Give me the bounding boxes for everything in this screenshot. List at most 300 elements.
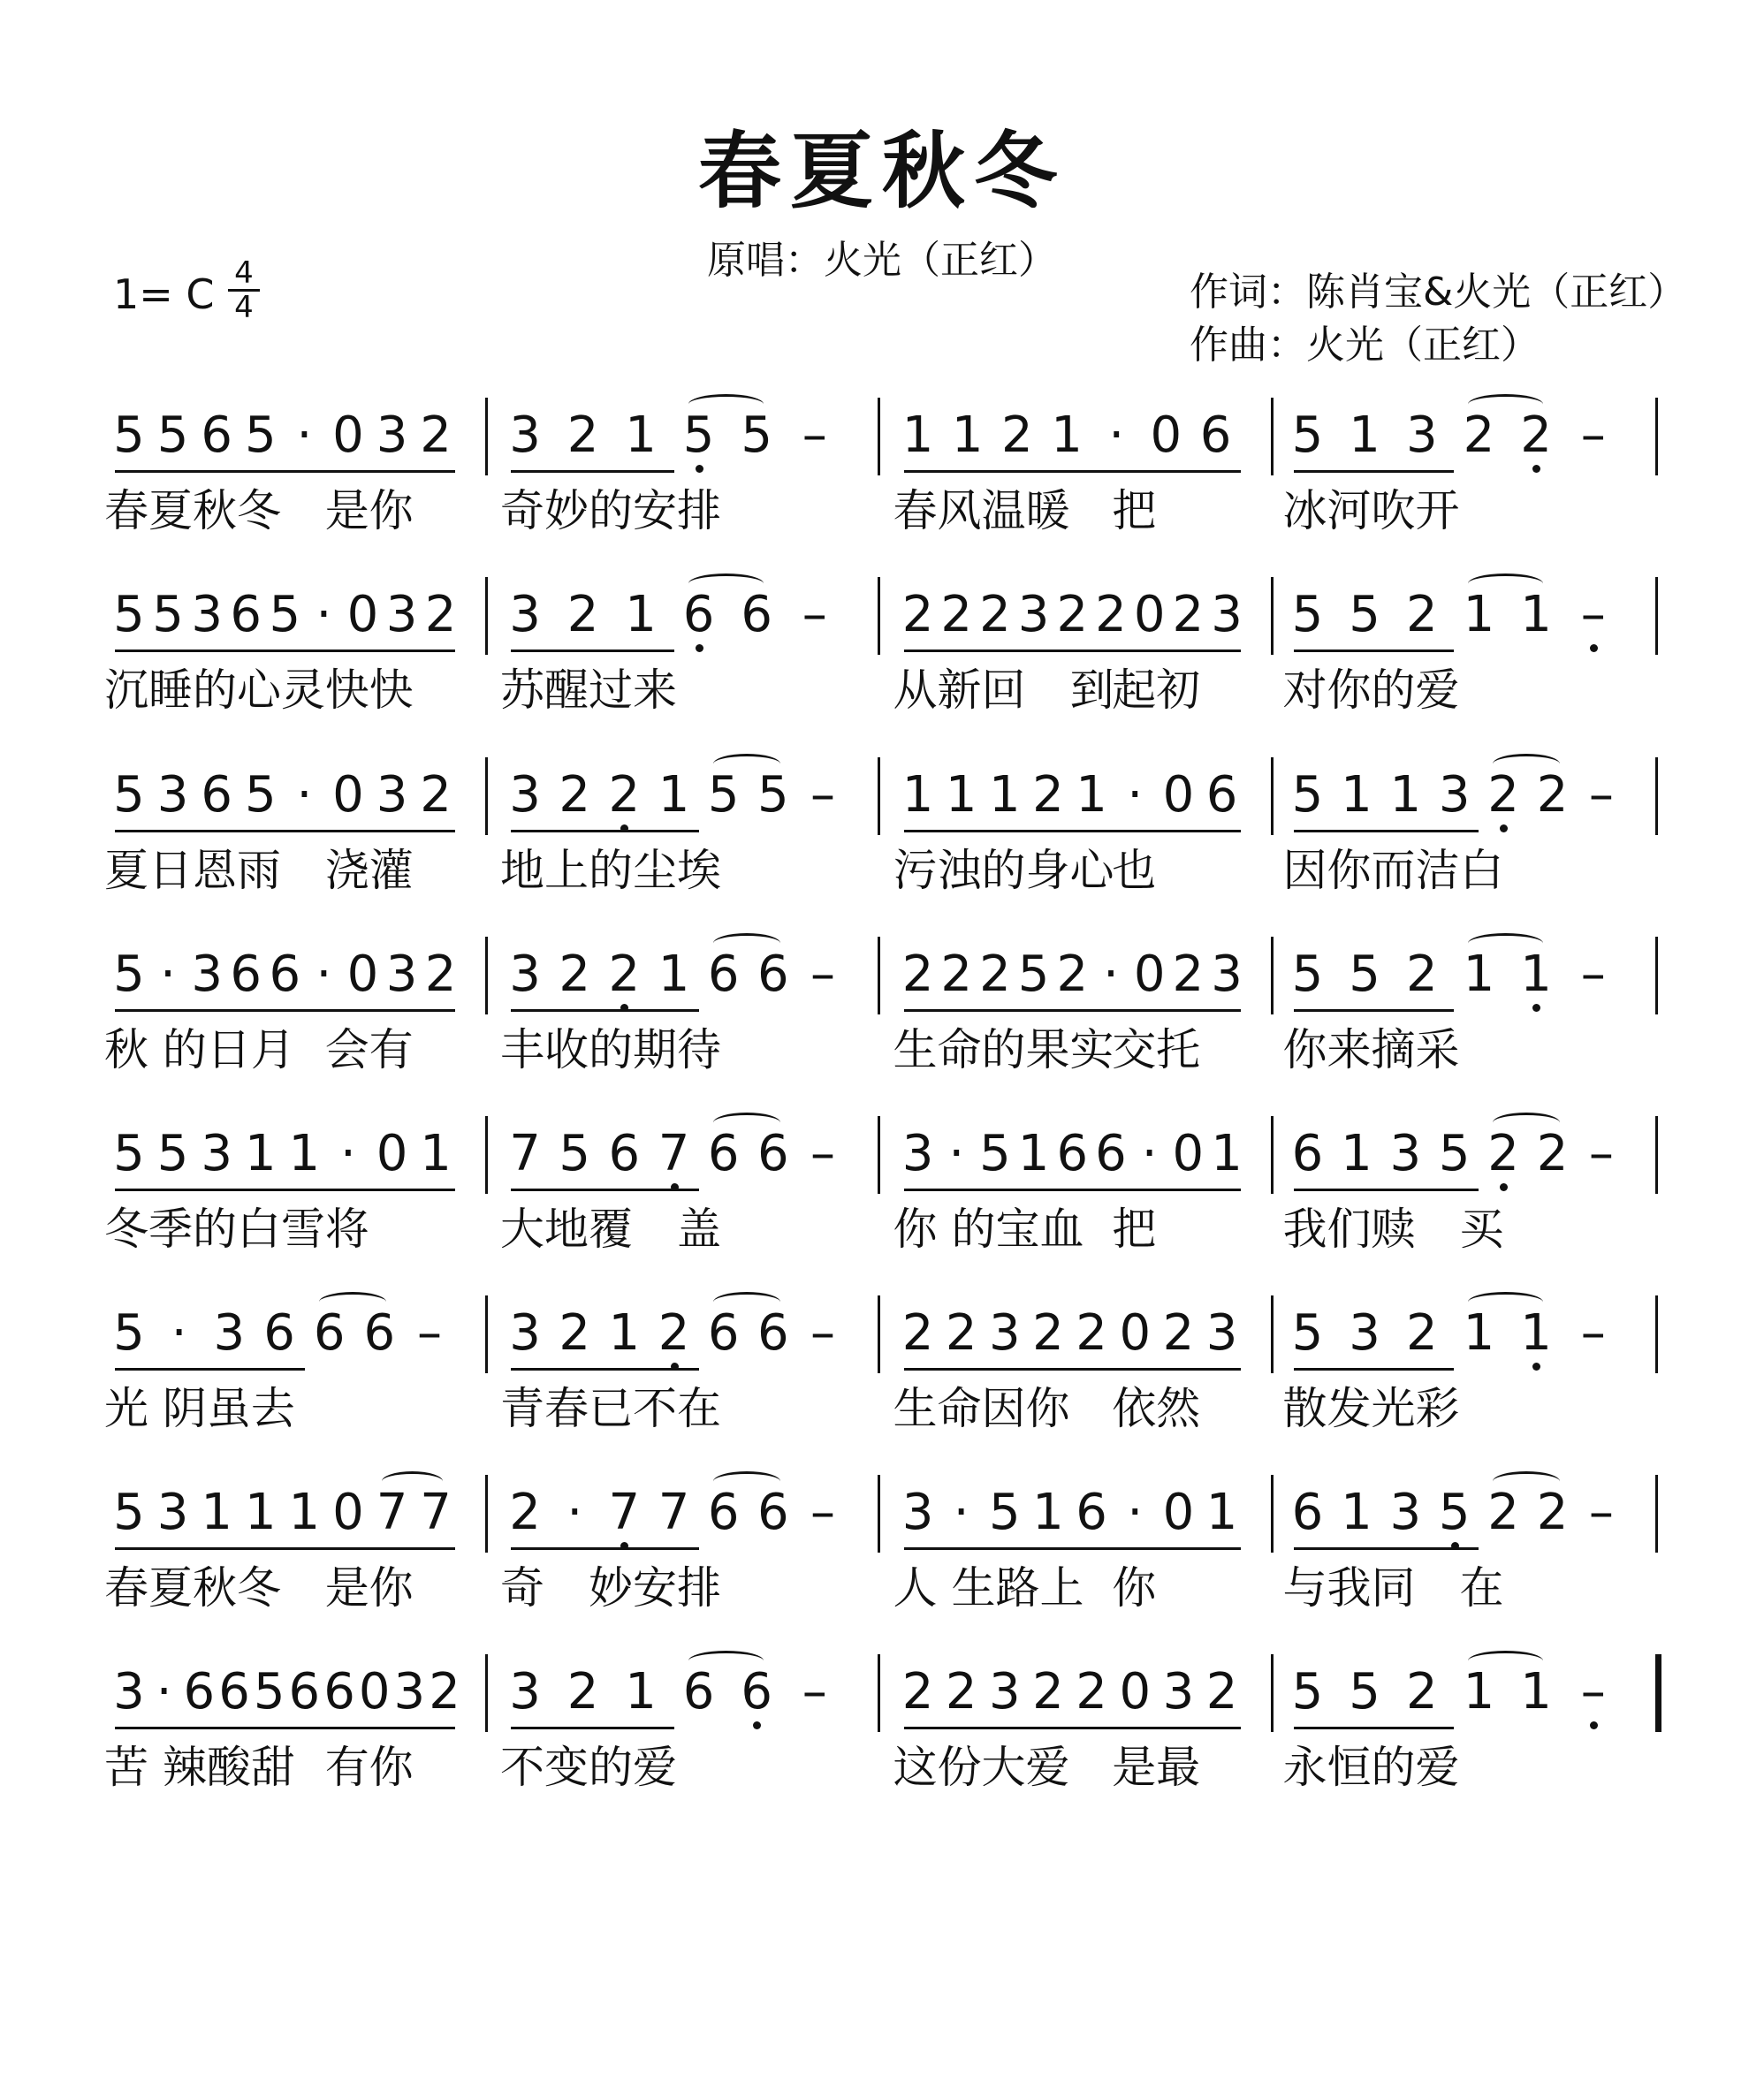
note: 5 [156, 406, 189, 464]
lyric: 青春已不在 [500, 1383, 722, 1434]
tie-mark [1468, 1292, 1543, 1312]
note: 3 [901, 1125, 934, 1182]
barline [1655, 1116, 1658, 1194]
note: 0 [332, 406, 364, 464]
lyric: 从新回 到 [893, 665, 1114, 716]
rhythm-underline [115, 1189, 455, 1191]
rhythm-underline [511, 1009, 699, 1012]
note: 3 [1389, 1484, 1422, 1541]
rhythm-underline [1294, 830, 1479, 832]
note: – [802, 1663, 827, 1721]
note: 1 [608, 1304, 641, 1362]
note: 3 [509, 586, 541, 643]
tie-mark [1468, 1651, 1543, 1671]
note: 2 [608, 946, 641, 1003]
note: 5 [1438, 1484, 1471, 1541]
note: 0 [1162, 766, 1195, 824]
lyric: 将 [324, 1204, 369, 1255]
barline [878, 577, 880, 655]
lyric: 冰河吹开 [1282, 485, 1460, 536]
note: 6 [707, 1304, 740, 1362]
note: 2 [1463, 406, 1495, 464]
lyric: 春风温暖 [893, 485, 1070, 536]
note: · [296, 766, 313, 824]
lyric: 交托 [1112, 1024, 1201, 1075]
note: 1 [244, 1125, 277, 1182]
lyric: 冬季的白雪 [104, 1204, 325, 1255]
time-signature-bottom: 4 [234, 290, 254, 325]
barline [1655, 1654, 1661, 1732]
lyric: 这份大爱 [893, 1742, 1070, 1793]
tie-mark [713, 1292, 780, 1312]
lyric: 奇 妙安排 [500, 1562, 722, 1614]
note: 1 [945, 766, 977, 824]
lyric: 对你的爱 [1282, 665, 1460, 716]
note: 6 [313, 1304, 346, 1362]
tie-mark [688, 574, 764, 594]
barline [878, 937, 880, 1014]
notes-row [103, 1116, 1684, 1196]
note: – [802, 586, 827, 643]
note: 6 [757, 1304, 789, 1362]
note: 3 [213, 1304, 246, 1362]
notes-row [103, 937, 1684, 1016]
barline [878, 757, 880, 835]
octave-dot [753, 1721, 761, 1729]
note: 2 [1487, 1125, 1519, 1182]
note: 2 [901, 1663, 934, 1721]
note: 5 [1349, 586, 1380, 643]
barline [1655, 937, 1658, 1014]
note: · [1127, 766, 1144, 824]
note: 1 [420, 1125, 452, 1182]
note: 1 [1389, 766, 1422, 824]
note: 5 [269, 586, 301, 643]
note: 5 [1349, 1663, 1380, 1721]
note: 3 [1162, 1663, 1195, 1721]
note: 5 [1291, 1663, 1324, 1721]
lyricist-credit: 作词：陈肖宝&火光（正红） [1190, 270, 1687, 315]
note: 1 [901, 766, 934, 824]
note: · [1127, 1484, 1144, 1541]
rhythm-underline [511, 1547, 699, 1550]
lyric: 你来摘采 [1282, 1024, 1460, 1075]
note: 2 [420, 406, 452, 464]
note: 3 [113, 1663, 145, 1721]
note: · [156, 1663, 172, 1721]
note: 6 [263, 1304, 295, 1362]
note: 5 [113, 1484, 145, 1541]
octave-dot [696, 465, 703, 473]
note: – [810, 946, 836, 1003]
note: 1 [625, 406, 657, 464]
note: 0 [1172, 1125, 1205, 1182]
octave-dot [1532, 1363, 1540, 1371]
note: 6 [707, 1484, 740, 1541]
octave-dot [1590, 644, 1598, 652]
note: 5 [1291, 766, 1324, 824]
note: 3 [509, 946, 541, 1003]
note: 5 [1291, 1304, 1324, 1362]
tie-mark [1468, 574, 1543, 594]
system-5 [103, 1116, 1684, 1293]
lyric: 大地覆 盖 [500, 1204, 722, 1255]
note: 0 [1133, 946, 1166, 1003]
barline [1271, 577, 1274, 655]
note: 2 [1056, 586, 1089, 643]
note: 3 [1205, 1304, 1238, 1362]
note: 1 [1076, 766, 1107, 824]
note: – [1580, 586, 1606, 643]
lyric: 你 的宝血 [893, 1204, 1084, 1255]
note: 5 [253, 1663, 285, 1721]
note: 2 [1405, 586, 1438, 643]
note: 2 [1536, 1125, 1569, 1182]
lyric: 光 阴虽去 [104, 1383, 295, 1434]
note: 3 [191, 946, 223, 1003]
note: 3 [156, 766, 189, 824]
note: 2 [1001, 406, 1033, 464]
barline [1271, 937, 1274, 1014]
note: 1 [1017, 1125, 1050, 1182]
barline [1655, 757, 1658, 835]
lyric: 生命因你 [893, 1383, 1070, 1434]
rhythm-underline [1294, 1727, 1455, 1729]
barline [485, 398, 488, 475]
note: 3 [901, 1484, 934, 1541]
barline [485, 757, 488, 835]
notes-row [103, 398, 1684, 477]
note: 2 [1032, 1304, 1064, 1362]
note: 6 [741, 1663, 772, 1721]
note: 2 [979, 946, 1011, 1003]
note: 1 [201, 1484, 232, 1541]
original-singer: 原唱：火光（正红） [707, 238, 1057, 283]
barline [1655, 1295, 1658, 1373]
note: 2 [566, 1663, 599, 1721]
note: 3 [376, 766, 408, 824]
note: · [340, 1125, 356, 1182]
note: 3 [393, 1663, 426, 1721]
note: 6 [1076, 1484, 1107, 1541]
note: 6 [201, 766, 232, 824]
note: 3 [191, 586, 223, 643]
note: 2 [1172, 586, 1205, 643]
system-8 [103, 1654, 1684, 1831]
note: 1 [901, 406, 934, 464]
tie-mark [1493, 754, 1559, 774]
barline [878, 1475, 880, 1553]
note: 3 [509, 766, 541, 824]
note: 5 [682, 406, 715, 464]
note: 1 [288, 1125, 321, 1182]
note: 0 [1133, 586, 1166, 643]
note: 6 [323, 1663, 355, 1721]
note: – [1588, 1125, 1614, 1182]
note: 5 [1017, 946, 1050, 1003]
note: 1 [1463, 586, 1495, 643]
note: 1 [625, 586, 657, 643]
lyric: 丰收的期待 [500, 1024, 722, 1075]
lyric: 你 [1112, 1562, 1157, 1614]
note: 5 [1291, 586, 1324, 643]
note: · [160, 946, 176, 1003]
note: 2 [1536, 766, 1569, 824]
note: 2 [608, 766, 641, 824]
tie-mark [1468, 394, 1543, 414]
note: 2 [566, 406, 599, 464]
note: 1 [1463, 1304, 1495, 1362]
lyric: 是你 [324, 1562, 414, 1614]
note: – [810, 1125, 836, 1182]
tie-mark [688, 1651, 764, 1671]
barline [485, 1116, 488, 1194]
note: 1 [989, 766, 1021, 824]
lyric: 沉睡的心灵 [104, 665, 325, 716]
note: 2 [945, 1304, 977, 1362]
lyric: 秋 的日月 [104, 1024, 295, 1075]
note: 0 [1162, 1484, 1195, 1541]
note: 1 [1520, 586, 1552, 643]
tie-mark [1493, 1113, 1559, 1133]
lyric: 苦 辣酸甜 [104, 1742, 295, 1793]
note: 2 [1520, 406, 1552, 464]
note: 7 [376, 1484, 408, 1541]
note: 1 [951, 406, 984, 464]
note: 6 [757, 1484, 789, 1541]
tie-mark [688, 394, 764, 414]
note: 2 [658, 1304, 690, 1362]
rhythm-underline [1294, 649, 1455, 652]
note: 2 [1172, 946, 1205, 1003]
octave-dot [671, 1363, 679, 1371]
note: 2 [559, 946, 591, 1003]
note: 5 [1438, 1125, 1471, 1182]
rhythm-underline [511, 830, 699, 832]
note: · [1103, 946, 1119, 1003]
lyric: 是你 [324, 485, 414, 536]
note: 1 [625, 1663, 657, 1721]
lyric: 因你而洁白 [1282, 845, 1504, 896]
note: · [171, 1304, 187, 1362]
notes-row [103, 1475, 1684, 1554]
note: 6 [1199, 406, 1232, 464]
lyric: 春夏秋冬 [104, 1562, 281, 1614]
note: 6 [1291, 1125, 1324, 1182]
lyric: 也 [1112, 845, 1157, 896]
note: 2 [940, 946, 973, 1003]
lyric: 春夏秋冬 [104, 485, 281, 536]
note: 3 [156, 1484, 189, 1541]
rhythm-underline [115, 1368, 305, 1371]
rhythm-underline [1294, 1368, 1455, 1371]
lyric: 会有 [324, 1024, 414, 1075]
note: 2 [424, 946, 457, 1003]
note: 1 [1520, 1304, 1552, 1362]
note: 1 [1520, 946, 1552, 1003]
octave-dot [1532, 1004, 1540, 1012]
tie-mark [713, 1471, 780, 1492]
note: 5 [1291, 946, 1324, 1003]
note: 5 [244, 766, 277, 824]
note: 3 [509, 406, 541, 464]
note: 5 [152, 586, 184, 643]
note: 5 [741, 406, 772, 464]
note: 5 [113, 406, 145, 464]
note: 1 [1520, 1663, 1552, 1721]
rhythm-underline [115, 1727, 455, 1729]
note: 6 [1095, 1125, 1127, 1182]
barline [485, 1295, 488, 1373]
barline [1271, 1654, 1274, 1732]
barline [1271, 398, 1274, 475]
note: 3 [1438, 766, 1471, 824]
lyric: 不变的爱 [500, 1742, 678, 1793]
tie-mark [1468, 933, 1543, 953]
note: 2 [559, 766, 591, 824]
lyric: 地上的尘埃 [500, 845, 722, 896]
note: 2 [420, 766, 452, 824]
time-signature [226, 255, 262, 325]
note: – [1580, 1663, 1606, 1721]
note: 6 [363, 1304, 396, 1362]
note: 2 [559, 1304, 591, 1362]
note: 2 [1162, 1304, 1195, 1362]
octave-dot [671, 1183, 679, 1191]
lyric: 永恒的爱 [1282, 1742, 1460, 1793]
note: 6 [183, 1663, 216, 1721]
rhythm-underline [904, 830, 1241, 832]
tie-mark [319, 1292, 387, 1312]
note: 3 [509, 1663, 541, 1721]
note: 7 [658, 1125, 690, 1182]
note: – [810, 766, 836, 824]
note: 2 [1487, 1484, 1519, 1541]
rhythm-underline [115, 1009, 455, 1012]
rhythm-underline [904, 649, 1241, 652]
note: · [948, 1125, 965, 1182]
note: 1 [244, 1484, 277, 1541]
time-signature-top: 4 [234, 255, 254, 291]
note: 6 [288, 1663, 321, 1721]
note: 6 [218, 1663, 250, 1721]
rhythm-underline [904, 1547, 1241, 1550]
note: 6 [707, 946, 740, 1003]
lyric: 把 [1112, 485, 1157, 536]
note: 6 [757, 1125, 789, 1182]
note: 2 [1032, 1663, 1064, 1721]
octave-dot [1532, 465, 1540, 473]
lyric: 苏醒过来 [500, 665, 678, 716]
note: 3 [1405, 406, 1438, 464]
note: 7 [658, 1484, 690, 1541]
note: 2 [901, 586, 934, 643]
notes-row [103, 1295, 1684, 1375]
note: 3 [989, 1663, 1021, 1721]
note: – [1580, 406, 1606, 464]
note: – [1580, 1304, 1606, 1362]
note: · [1141, 1125, 1158, 1182]
note: 2 [1095, 586, 1127, 643]
tie-mark [713, 754, 780, 774]
system-4 [103, 937, 1684, 1113]
rhythm-underline [115, 470, 455, 473]
note: 1 [288, 1484, 321, 1541]
note: 6 [682, 1663, 715, 1721]
note: 6 [1205, 766, 1238, 824]
note: 5 [113, 1125, 145, 1182]
rhythm-underline [511, 1727, 674, 1729]
note: 0 [1119, 1663, 1152, 1721]
note: 7 [420, 1484, 452, 1541]
rhythm-underline [115, 1547, 455, 1550]
note: 3 [385, 586, 418, 643]
note: 1 [658, 766, 690, 824]
note: 1 [1349, 406, 1380, 464]
note: 1 [1341, 1125, 1372, 1182]
key-signature: 1= C [113, 270, 215, 318]
tie-mark [713, 933, 780, 953]
tie-mark [1493, 1471, 1559, 1492]
barline [1271, 757, 1274, 835]
note: 1 [1051, 406, 1083, 464]
barline [878, 1116, 880, 1194]
lyric: 我们赎 买 [1282, 1204, 1504, 1255]
note: 0 [1119, 1304, 1152, 1362]
note: 6 [682, 586, 715, 643]
note: 3 [376, 406, 408, 464]
note: – [1588, 1484, 1614, 1541]
lyric: 生命的果实 [893, 1024, 1114, 1075]
note: 5 [244, 406, 277, 464]
note: 2 [424, 586, 457, 643]
lyric: 与我同 在 [1282, 1562, 1504, 1614]
note: 3 [1211, 946, 1243, 1003]
lyric: 快快 [324, 665, 414, 716]
barline [485, 577, 488, 655]
note: 6 [201, 406, 232, 464]
barline [1655, 577, 1658, 655]
note: 1 [1341, 766, 1372, 824]
barline [878, 1295, 880, 1373]
note: 2 [1487, 766, 1519, 824]
note: 6 [269, 946, 301, 1003]
lyric: 散发光彩 [1282, 1383, 1460, 1434]
octave-dot [696, 644, 703, 652]
lyric: 把 [1112, 1204, 1157, 1255]
barline [485, 937, 488, 1014]
lyric: 夏日恩雨 [104, 845, 281, 896]
note: – [417, 1304, 443, 1362]
note: 2 [940, 586, 973, 643]
rhythm-underline [904, 470, 1241, 473]
note: 1 [658, 946, 690, 1003]
note: 2 [1205, 1663, 1238, 1721]
note: 2 [901, 946, 934, 1003]
tie-mark [713, 1113, 780, 1133]
note: 7 [608, 1484, 641, 1541]
note: 0 [332, 766, 364, 824]
note: – [810, 1484, 836, 1541]
lyric: 人 生路上 [893, 1562, 1084, 1614]
rhythm-underline [1294, 1009, 1455, 1012]
barline [1271, 1475, 1274, 1553]
note: 3 [1211, 586, 1243, 643]
note: 0 [346, 586, 379, 643]
note: 5 [156, 1125, 189, 1182]
octave-dot [1451, 1542, 1459, 1550]
note: 2 [1056, 946, 1089, 1003]
